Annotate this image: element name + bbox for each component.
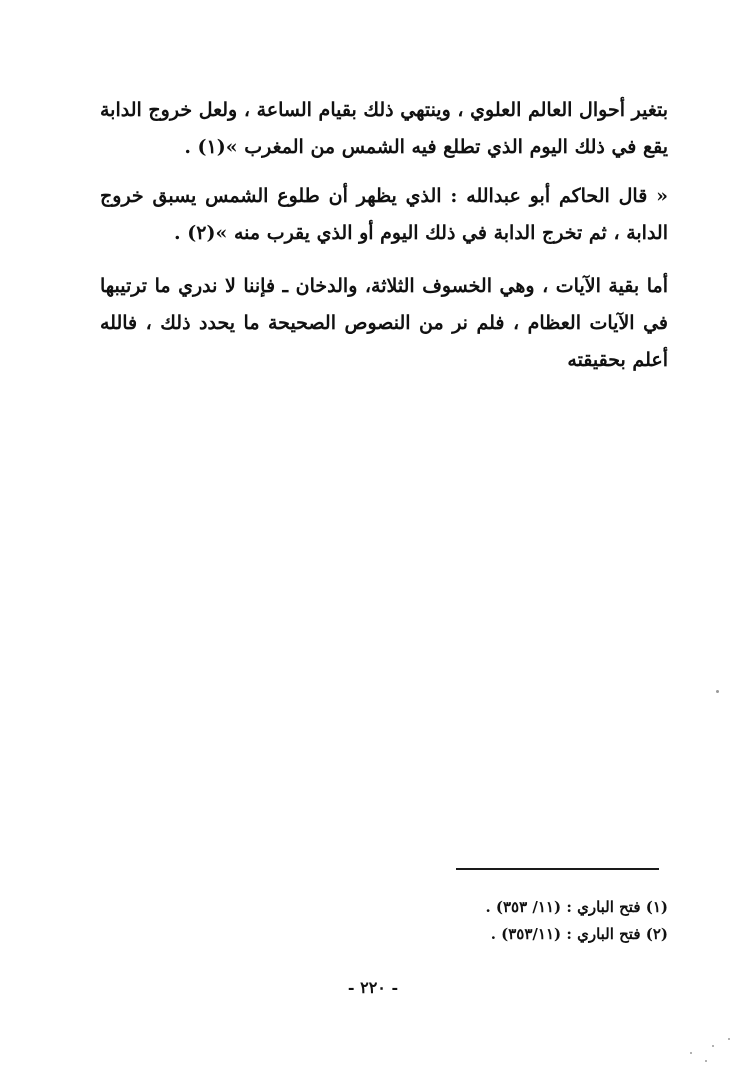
body-paragraph-1: بتغير أحوال العالم العلوي ، وينتهي ذلك بقيام الساعة ، ولعل خروج الدابة يقع في ذلك اليوم الذي تطلع فيه الشمس من المغرب »(١) . [100, 99, 668, 158]
footnote-2: (٢) فتح الباري : (٣٥٣/١١) . [490, 925, 668, 943]
scan-noise-dot [716, 690, 719, 693]
scan-noise-dot [690, 1052, 692, 1054]
scan-noise-dot [728, 1038, 730, 1040]
scan-noise-dot [705, 1060, 707, 1062]
body-paragraph-3: أما بقية الآيات ، وهي الخسوف الثلاثة، والدخان ـ فإننا لا ندري ما ترتيبها في الآيات العظام ، فلم نر من النصوص الصحيحة ما يحدد ذلك ، فالله أعلم بحقيقته [100, 275, 668, 371]
footnote-separator [456, 868, 659, 870]
page-number: - ٢٢٠ - [347, 978, 399, 997]
scan-noise-dot [712, 1045, 714, 1047]
footnotes [300, 894, 668, 948]
body-paragraph-2: « قال الحاكم أبو عبدالله : الذي يظهر أن طلوع الشمس يسبق خروج الدابة ، ثم تخرج الدابة في ذلك اليوم أو الذي يقرب منه »(٢) . [100, 185, 668, 244]
footnote-1: (١) فتح الباري : (١١/ ٣٥٣) . [485, 898, 668, 916]
